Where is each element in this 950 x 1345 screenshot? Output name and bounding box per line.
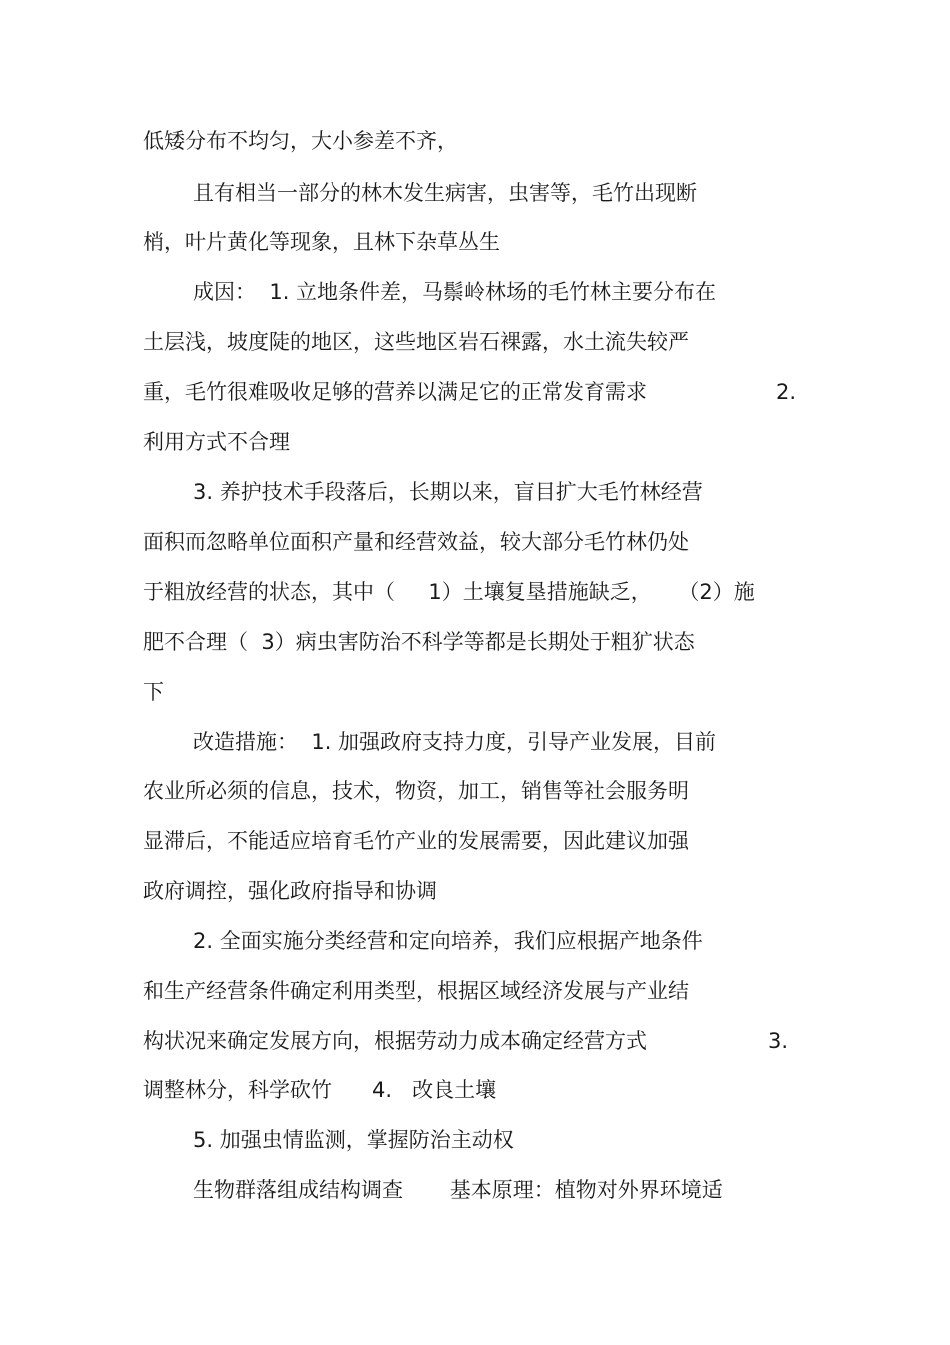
- list-number: 3.: [768, 1029, 789, 1053]
- text-line: 下: [143, 680, 164, 704]
- text-line: 生物群落组成结构调查 基本原理：植物对外界环境适: [193, 1178, 723, 1202]
- text-line: 5. 加强虫情监测，掌握防治主动权: [193, 1128, 514, 1152]
- text-line: 低矮分布不均匀，大小参差不齐，: [143, 129, 458, 153]
- text-line: 政府调控，强化政府指导和协调: [143, 879, 437, 903]
- text-line: 农业所必须的信息，技术，物资，加工，销售等社会服务明: [143, 779, 689, 803]
- text-line: 面积而忽略单位面积产量和经营效益，较大部分毛竹林仍处: [143, 530, 689, 554]
- text-line: 利用方式不合理: [143, 430, 290, 454]
- text-line: 构状况来确定发展方向，根据劳动力成本确定经营方式: [143, 1029, 647, 1053]
- text-line: 改造措施： 1. 加强政府支持力度，引导产业发展，目前: [193, 730, 717, 754]
- text-line: 3. 养护技术手段落后，长期以来，盲目扩大毛竹林经营: [193, 480, 703, 504]
- text-line: 重，毛竹很难吸收足够的营养以满足它的正常发育需求: [143, 380, 647, 404]
- list-number: 2.: [776, 380, 797, 404]
- text-line: 成因： 1. 立地条件差，马鬃岭林场的毛竹林主要分布在: [193, 280, 717, 304]
- text-line: 2. 全面实施分类经营和定向培养，我们应根据产地条件: [193, 929, 703, 953]
- text-line: 梢，叶片黄化等现象，且林下杂草丛生: [143, 230, 500, 254]
- text-line: 和生产经营条件确定利用类型，根据区域经济发展与产业结: [143, 979, 689, 1003]
- text-line: 于粗放经营的状态，其中（ 1）土壤复垦措施缺乏， （2）施: [143, 580, 755, 604]
- text-line: 肥不合理（ 3）病虫害防治不科学等都是长期处于粗犷状态: [143, 630, 695, 654]
- text-line: 土层浅，坡度陡的地区，这些地区岩石裸露，水土流失较严: [143, 330, 689, 354]
- text-line: 且有相当一部分的林木发生病害，虫害等，毛竹出现断: [193, 181, 697, 205]
- text-line: 显滞后，不能适应培育毛竹产业的发展需要，因此建议加强: [143, 829, 689, 853]
- text-line: 调整林分，科学砍竹 4. 改良土壤: [143, 1078, 497, 1102]
